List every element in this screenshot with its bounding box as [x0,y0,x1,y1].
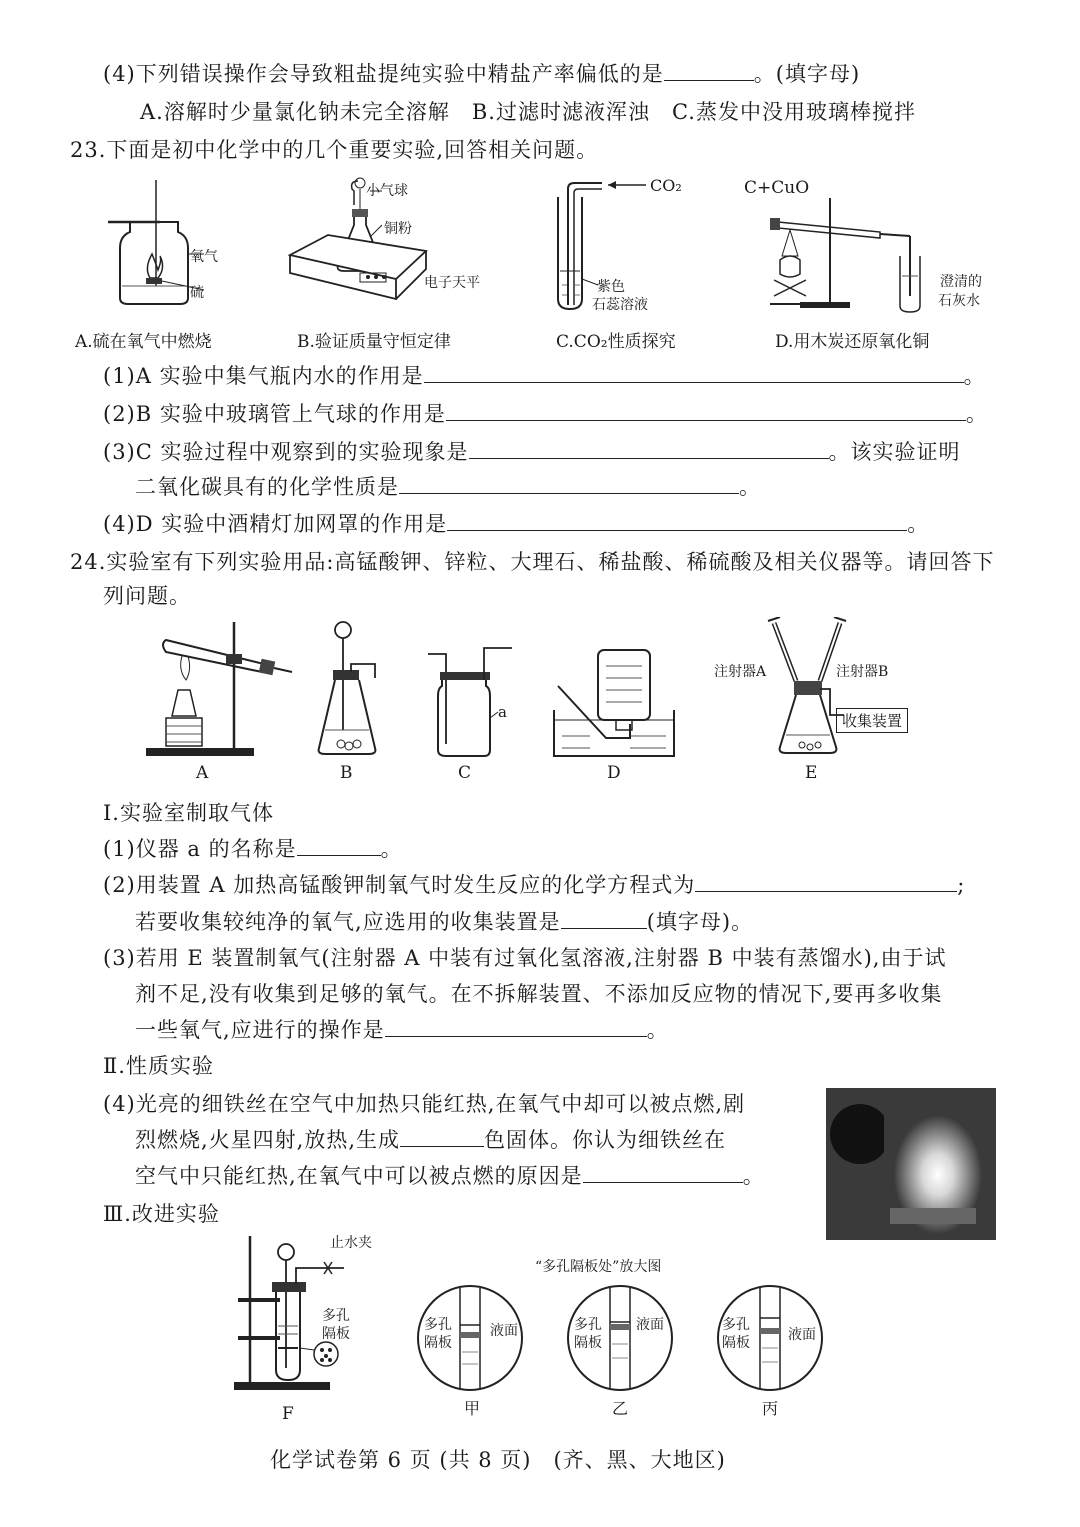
q23-p1-period: 。 [963,364,986,388]
apparatus-e-collect-box: 收集装置 [836,708,908,733]
apparatus-c-label: C [458,763,472,783]
zoom-jia-plate2: 隔板 [424,1335,452,1351]
zoom-bing-liquid: 液面 [788,1327,816,1343]
q24-p4c-line [135,1160,765,1190]
q24-stem1: 24.实验室有下列实验用品:高锰酸钾、锌粒、大理石、稀盐酸、稀硫酸及相关仪器等。请回答下 [70,550,995,574]
fig-b-label-balance: 电子天平 [424,275,480,291]
q23-p4-period: 。 [907,512,930,536]
q24-p4b-pre: 烈燃烧,火星四射,放热,生成 [135,1128,401,1152]
q23-p3-line [103,436,961,466]
fig-d-label-lime1: 澄清的 [940,274,982,290]
fig-carbon-reduction [760,196,940,316]
q24-p2-line [103,869,965,899]
zoom-jia-liquid: 液面 [490,1323,518,1339]
apparatus-f-plate2: 隔板 [322,1326,350,1342]
zoom-title: “多孔隔板处”放大图 [535,1259,662,1275]
q22-part4-line [103,58,860,88]
q24-p1-blank[interactable] [297,851,381,856]
apparatus-a-label: A [196,763,209,783]
page-footer: 化学试卷第 6 页 (共 8 页) (齐、黑、大地区) [270,1448,726,1472]
q24-sec2: Ⅱ.性质实验 [103,1054,214,1078]
q23-p3c-blank[interactable] [399,489,739,494]
q23-p2-line [103,398,988,428]
q24-p2b-line [135,906,753,936]
q24-p3b: 剂不足,没有收集到足够的氧气。在不拆解装置、不添加反应物的情况下,要再多收集 [135,982,943,1006]
zoom-yi-liquid: 液面 [636,1317,664,1333]
q24-p4b-blank[interactable] [400,1142,484,1147]
q23-p3a-blank[interactable] [469,454,829,459]
q23-p3c-line [135,471,761,501]
q23-p1-blank[interactable] [424,378,964,383]
apparatus-b-label: B [340,763,353,783]
q23-p4-blank[interactable] [447,526,907,531]
q23-p3a-text: (3)C 实验过程中观察到的实验现象是 [103,440,469,464]
q22-part4-text: (4)下列错误操作会导致粗盐提纯实验中精盐产率偏低的是 [103,62,664,86]
fig-c-label-litmus2: 石蕊溶液 [592,297,648,313]
q24-p2-text: (2)用装置 A 加热高锰酸钾制氧气时发生反应的化学方程式为 [103,873,696,897]
q23-p4-line [103,508,929,538]
q24-p4c-text: 空气中只能红热,在氧气中可以被点燃的原因是 [135,1164,583,1188]
q24-p3c-line [135,1014,669,1044]
fig-b-label-balloon: 小气球 [366,183,408,199]
fig-b-caption: B.验证质量守恒定律 [297,332,451,352]
q24-p4c-period: 。 [742,1164,765,1188]
zoom-bing-name: 丙 [762,1399,779,1418]
fig-b-label-copper: 铜粉 [384,221,412,237]
apparatus-c [424,646,524,760]
apparatus-d-label: D [607,763,621,783]
zoom-yi-plate1: 多孔 [574,1317,602,1333]
q24-p2b-blank[interactable] [561,924,647,929]
q24-p2-blank[interactable] [695,887,957,892]
fig-c-caption: C.CO₂性质探究 [556,332,676,352]
q23-stem: 23.下面是初中化学中的几个重要实验,回答相关问题。 [70,138,599,162]
fig-d-label-lime2: 石灰水 [938,293,980,309]
q23-p2-blank[interactable] [446,416,966,421]
fig-a-caption: A.硫在氧气中燃烧 [75,332,212,352]
q23-p3b-text: 。该实验证明 [828,440,961,464]
q24-p2b-tail: (填字母)。 [646,910,754,934]
apparatus-f-plate1: 多孔 [322,1308,350,1324]
q24-p1-text: (1)仪器 a 的名称是 [103,837,297,861]
zoom-bing-plate1: 多孔 [722,1317,750,1333]
q24-p3c-blank[interactable] [385,1032,647,1037]
zoom-bing-plate2: 隔板 [722,1335,750,1351]
q23-p1-line [103,360,986,390]
apparatus-c-label-a: a [498,703,507,721]
iron-burning-photo [826,1088,996,1240]
apparatus-e-label: E [805,763,818,783]
fig-d-label-top: C+CuO [744,178,810,198]
zoom-yi-name: 乙 [612,1399,629,1418]
q22-options: A.溶解时少量氯化钠未完全溶解 B.过滤时滤液浑浊 C.蒸发中没用玻璃棒搅拌 [140,100,916,124]
q24-p4b-line [135,1124,726,1154]
q24-p4a: (4)光亮的细铁丝在空气中加热只能红热,在氧气中却可以被点燃,剧 [103,1092,746,1116]
q24-sec1: Ⅰ.实验室制取气体 [103,801,274,825]
zoom-jia-plate1: 多孔 [424,1317,452,1333]
fig-c-label-co2: CO₂ [650,176,682,195]
q24-p1-period: 。 [380,837,403,861]
zoom-yi-plate2: 隔板 [574,1335,602,1351]
q24-p2-semi: ; [957,873,966,897]
q24-p4c-blank[interactable] [583,1178,743,1183]
apparatus-f [228,1234,378,1394]
q24-sec3: Ⅲ.改进实验 [103,1202,220,1226]
q24-p4b-post: 色固体。你认为细铁丝在 [484,1128,727,1152]
q24-p3c-text: 一些氧气,应进行的操作是 [135,1018,385,1042]
fig-a-label-oxygen: 氧气 [190,249,218,265]
q23-p4-text: (4)D 实验中酒精灯加网罩的作用是 [103,512,448,536]
q23-p1-text: (1)A 实验中集气瓶内水的作用是 [103,364,424,388]
fig-d-caption: D.用木炭还原氧化铜 [775,332,930,352]
q24-p3a: (3)若用 E 装置制氧气(注射器 A 中装有过氧化氢溶液,注射器 B 中装有蒸馏水),由于试 [103,946,947,970]
apparatus-e [760,617,870,761]
zoom-jia-name: 甲 [464,1399,481,1418]
q23-p3c-period: 。 [739,475,761,499]
apparatus-f-label: F [282,1404,294,1424]
apparatus-f-clamp: 止水夹 [330,1235,372,1251]
fig-a-label-sulfur: 硫 [190,285,204,301]
apparatus-a [142,620,302,760]
q23-p3c-text: 二氧化碳具有的化学性质是 [135,475,399,499]
q22-part4-tail: 。(填字母) [753,62,861,86]
q23-p2-text: (2)B 实验中玻璃管上气球的作用是 [103,402,446,426]
fig-c-label-litmus1: 紫色 [597,279,625,295]
q24-stem2: 列问题。 [103,584,191,608]
apparatus-d [550,636,680,760]
q22-part4-blank[interactable] [664,76,754,81]
q24-p2b-text: 若要收集较纯净的氧气,应选用的收集装置是 [135,910,561,934]
q24-p1-line [103,833,403,863]
apparatus-e-syringe-b: 注射器B [836,664,889,680]
q23-p2-period: 。 [965,402,988,426]
apparatus-e-syringe-a: 注射器A [714,664,767,680]
apparatus-b [315,620,395,760]
q24-p3c-period: 。 [646,1018,669,1042]
